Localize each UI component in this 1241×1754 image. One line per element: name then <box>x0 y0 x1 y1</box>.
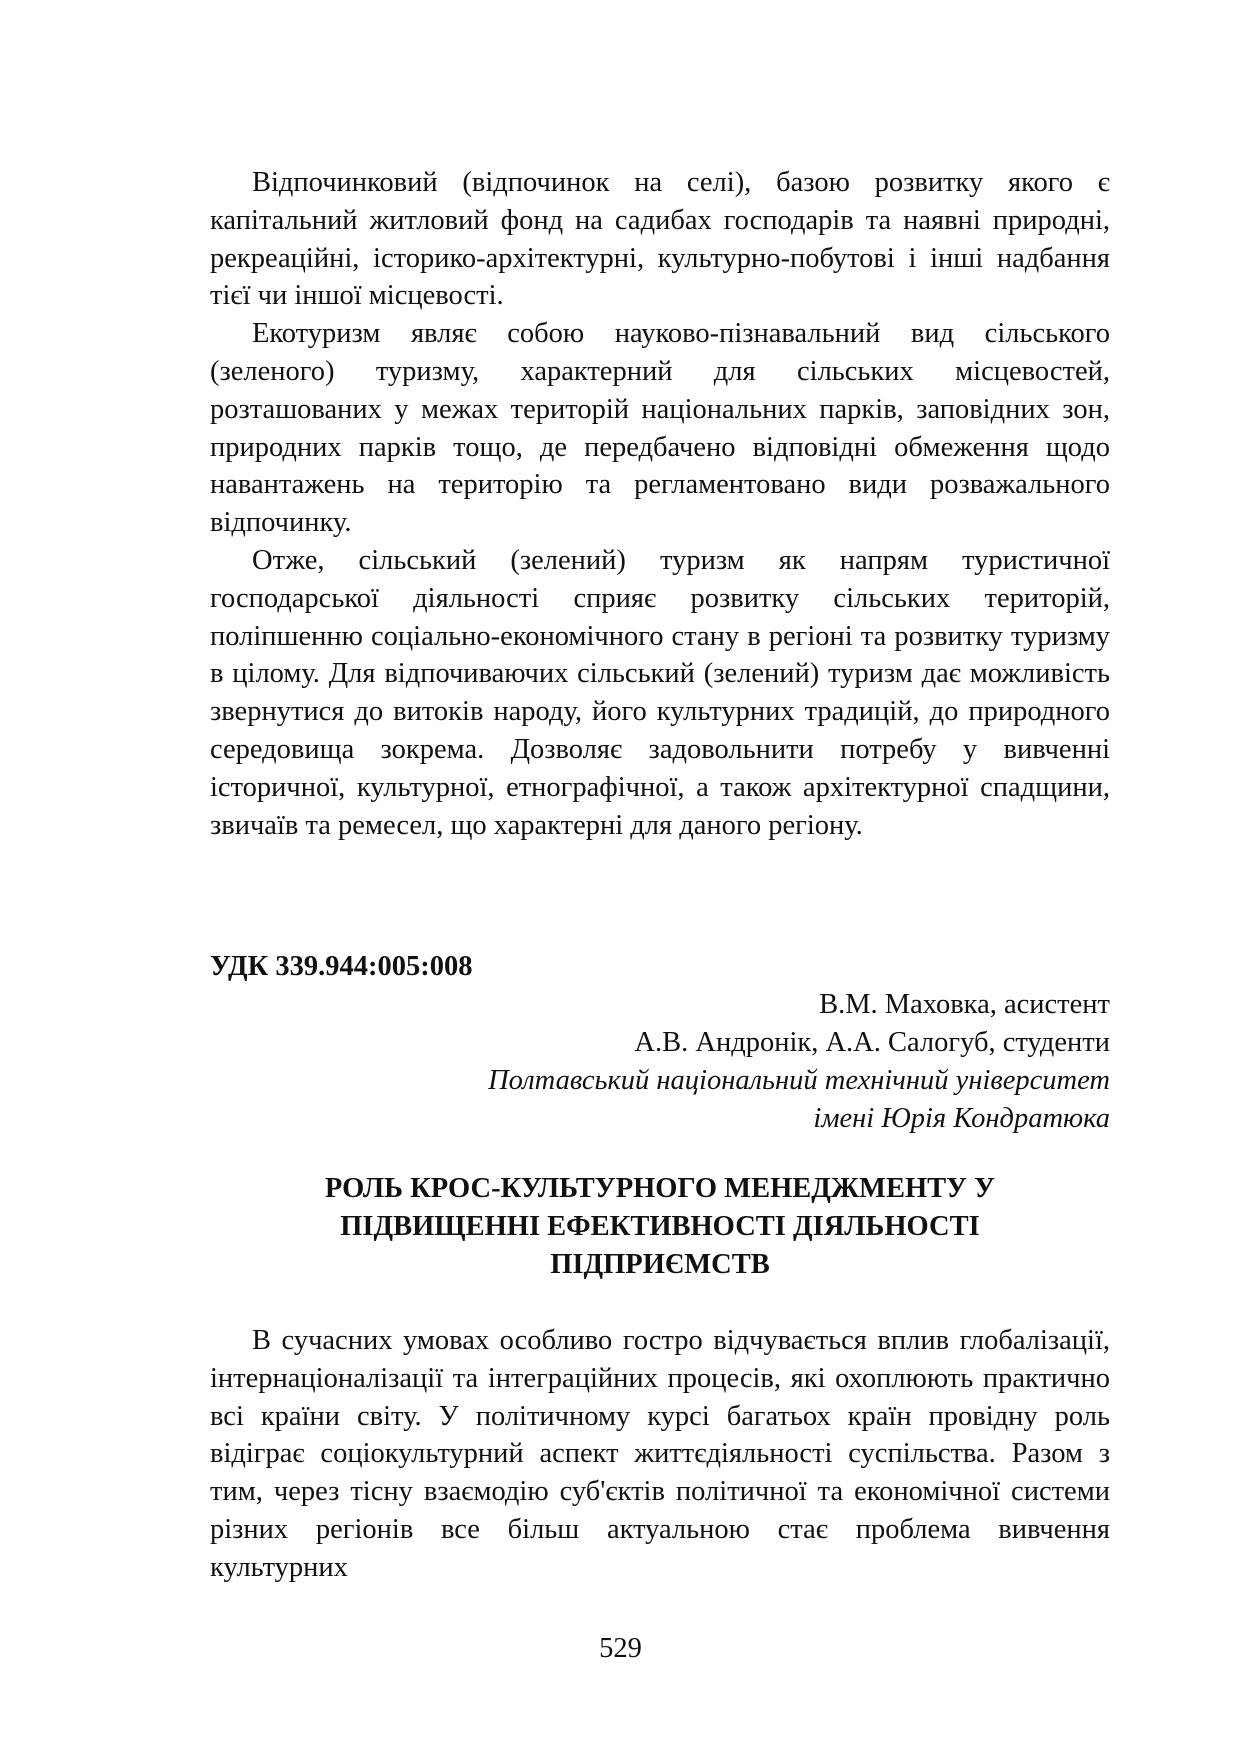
author-line-2: А.В. Андронік, А.А. Салогуб, студенти <box>634 1027 1110 1058</box>
title-line-1: РОЛЬ КРОС-КУЛЬТУРНОГО МЕНЕДЖМЕНТУ У <box>324 1173 996 1204</box>
affiliation-line-1: Полтавський національний технічний університет <box>488 1065 1110 1096</box>
udc-code: УДК 339.944:005:008 <box>210 951 473 982</box>
title-line-3: ПІДПРИЄМСТВ <box>550 1249 770 1280</box>
page-number: 529 <box>599 1633 642 1664</box>
paragraph-ecotourism: Екотуризм являє собою науково-пізнавальний вид сільського (зеленого) туризму, характерний для сільських місцевостей, розташованих у межах територій національних парків, заповідних зон, природних парків тощо, де передбачено відповідні обмеження щодо навантажень на територію та регламентовано види розважального відпочинку. <box>210 318 1110 539</box>
article-body <box>210 1322 1110 1587</box>
author-line-1: В.М. Маховка, асистент <box>819 989 1110 1020</box>
article-title <box>210 1170 1110 1284</box>
top-text-block <box>210 164 1110 844</box>
article-body-paragraph: В сучасних умовах особливо гостро відчувається вплив глобалізації, інтернаціоналізації та інтеграційних процесів, які охоплюють практично всі країни світу. У політичному курсі багатьох країн провідну роль відіграє соціокультурний аспект життєдіяльності суспільства. Разом з тим, через тісну взаємодію суб'єктів політичної та економічної системи різних регіонів все більш актуальною стає проблема вивчення культурних <box>210 1325 1110 1583</box>
paragraph-conclusion: Отже, сільський (зелений) туризм як напрям туристичної господарської діяльності сприяє розвитку сільських територій, поліпшенню соціально-економічного стану в регіоні та розвитку туризму в цілому. Для відпочиваючих сільський (зелений) туризм дає можливість звернутися до витоків народу, його культурних традицій, до природного середовища зокрема. Дозволяє задовольнити потребу у вивченні історичної, культурної, етнографічної, а також архітектурної спадщини, звичаїв та ремесел, що характерні для даного регіону. <box>210 544 1110 841</box>
affiliation-line-2: імені Юрія Кондратюка <box>813 1103 1110 1134</box>
paragraph-rural-leisure: Відпочинковий (відпочинок на селі), базою розвитку якого є капітальний житловий фонд на садибах господарів та наявні природні, рекреаційні, історико-архітектурні, культурно-побутові і інші надбання тієї чи іншої місцевості. <box>210 167 1110 312</box>
title-line-2: ПІДВИЩЕННІ ЕФЕКТИВНОСТІ ДІЯЛЬНОСТІ <box>340 1211 980 1242</box>
author-block <box>488 986 1110 1138</box>
